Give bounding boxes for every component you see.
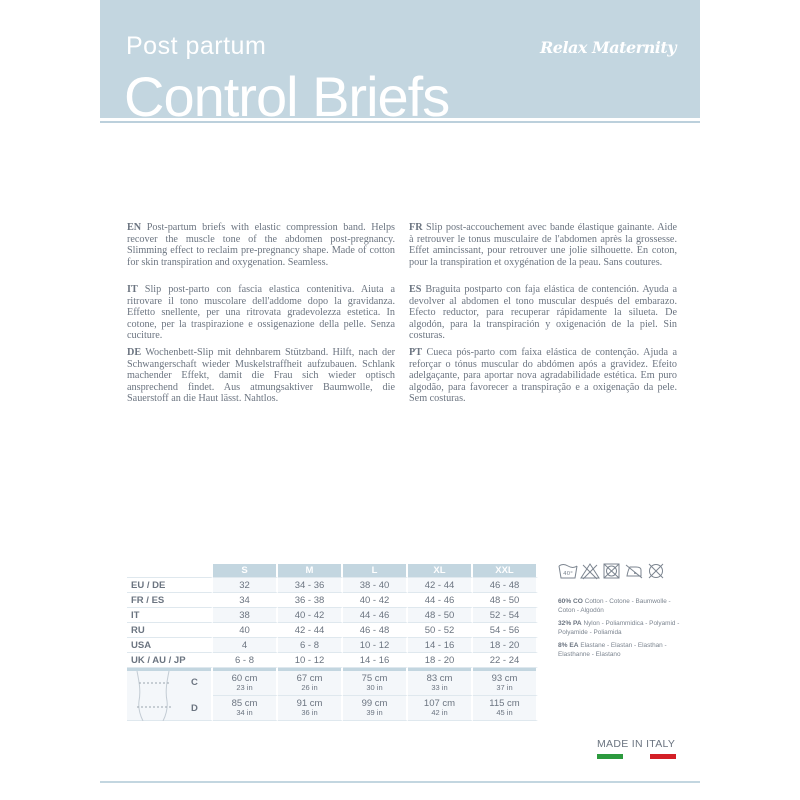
measure-cm: 75 cm (361, 673, 388, 684)
language-code: FR (409, 222, 423, 233)
table-cell: 34 - 36 (278, 578, 343, 593)
composition-pct: 32% PA (558, 620, 582, 627)
description-it (127, 284, 395, 342)
table-cell: 6 - 8 (213, 653, 278, 668)
table-cell: 14 - 16 (343, 653, 408, 668)
measure-cm: 107 cm (423, 698, 456, 709)
brand-logo: Relax Maternity (540, 38, 677, 57)
measure-cell (278, 696, 343, 721)
measure-in: 34 in (236, 708, 253, 717)
table-cell: 44 - 46 (408, 593, 473, 608)
table-cell: 40 (213, 623, 278, 638)
header-divider (100, 121, 700, 123)
row-label: FR / ES (127, 593, 213, 608)
description-de (127, 347, 395, 405)
measure-cm: 83 cm (426, 673, 453, 684)
header-blank (127, 564, 213, 578)
table-cell: 50 - 52 (408, 623, 473, 638)
measure-cell (408, 696, 473, 721)
page-title: Control Briefs (124, 65, 450, 118)
measure-in: 30 in (366, 683, 383, 692)
footer-divider (100, 781, 700, 783)
page-subtitle: Post partum (126, 32, 267, 60)
table-cell: 10 - 12 (278, 653, 343, 668)
measure-label-d: D (191, 703, 198, 714)
composition-pct: 8% EA (558, 642, 579, 649)
composition-text: Nylon - Poliammidica - Polyamid - Polyamide - Poliamida (558, 620, 680, 636)
table-cell: 48 - 50 (408, 608, 473, 623)
description-pt (409, 347, 677, 405)
description-text: Post-partum briefs with elastic compression band. Helps recover the muscle tone of the abdomen post-pregnancy. Slimming effect to reclaim pre-pregnancy shape. Made of cotton for skin transpiration and oxygenation. Seamless. (127, 222, 396, 268)
table-cell: 48 - 50 (473, 593, 538, 608)
size-header: XXL (473, 564, 538, 578)
composition-item (558, 597, 688, 615)
size-header: M (278, 564, 343, 578)
composition (558, 597, 688, 663)
table-row (127, 608, 538, 623)
table-cell: 18 - 20 (408, 653, 473, 668)
made-in-label: MADE IN ITALY (597, 738, 676, 750)
measure-cell (473, 671, 538, 696)
table-cell: 38 (213, 608, 278, 623)
flag-red-stripe (650, 754, 676, 759)
measure-cell (343, 696, 408, 721)
row-label: UK / AU / JP (127, 653, 213, 668)
description-text: Slip post-parto con fascia elastica contenitiva. Aiuta a ritrovare il tono muscolare dell'addome dopo la gravidanza. Effetto snellente, per una ritrovata gradevolezza estetica. In cotone, per la traspirazione e ossigenazione della pelle. Senza cuciture. (127, 284, 395, 342)
row-label: EU / DE (127, 578, 213, 593)
table-cell: 32 (213, 578, 278, 593)
flag-green-stripe (597, 754, 623, 759)
size-header: L (343, 564, 408, 578)
measure-in: 42 in (431, 708, 448, 717)
care-icons (558, 562, 666, 580)
measure-in: 45 in (496, 708, 513, 717)
table-cell: 44 - 46 (343, 608, 408, 623)
description-text: Cueca pós-parto com faixa elástica de contenção. Ajuda a reforçar o tónus muscular do abdómen após a gravidez. Efeito adelgaçante, para aportar nova agradabilidade estética. Em puro algodão, para favorecer a transpiração e a oxigenação da pele. Sem costuras. (409, 347, 678, 405)
body-diagram (127, 671, 213, 721)
measure-in: 33 in (431, 683, 448, 692)
measure-cm: 67 cm (296, 673, 323, 684)
measure-in: 39 in (366, 708, 383, 717)
wash-40-icon (558, 562, 578, 580)
measure-cell (343, 671, 408, 696)
table-cell: 18 - 20 (473, 638, 538, 653)
measure-cell (213, 671, 278, 696)
language-code: PT (409, 347, 423, 358)
description-en (127, 222, 395, 268)
iron-low-icon (624, 562, 644, 580)
language-code: DE (127, 347, 142, 358)
table-cell: 42 - 44 (278, 623, 343, 638)
product-sheet (100, 0, 700, 800)
size-table (127, 564, 538, 721)
table-row (127, 593, 538, 608)
measure-cell (278, 671, 343, 696)
composition-item (558, 619, 688, 637)
size-header: XL (408, 564, 473, 578)
wash-temp: 40° (563, 571, 573, 577)
measure-label-c: C (191, 677, 198, 688)
table-row (127, 623, 538, 638)
no-tumble-dry-icon (602, 562, 622, 580)
measure-cm: 93 cm (491, 673, 518, 684)
table-cell: 6 - 8 (278, 638, 343, 653)
size-header-row (127, 564, 538, 578)
row-label: IT (127, 608, 213, 623)
description-text: Braguita postparto con faja elástica de contención. Ayuda a devolver al abdomen el tono muscular después del embarazo. Efecto reductor, para recuperar rápidamente la silueta. De algodón, para la transpiración y oxigenación de la piel. Sin costuras. (409, 284, 677, 342)
table-cell: 14 - 16 (408, 638, 473, 653)
table-row (127, 653, 538, 668)
composition-pct: 60% CO (558, 598, 583, 605)
measure-in: 26 in (301, 683, 318, 692)
header-banner (100, 0, 700, 118)
table-cell: 46 - 48 (343, 623, 408, 638)
measure-in: 23 in (236, 683, 253, 692)
row-label: USA (127, 638, 213, 653)
description-text: Slip post-accouchement avec bande élastique gainante. Aide à retrouver le tonus musculaire de l'abdomen après la grossesse. Effet amincissant, pour retrouver une jolie silhouette. En coton, pour la transpiration et oxygénation de la peau. Sans coutures. (409, 222, 678, 268)
no-bleach-icon (580, 562, 600, 580)
measure-cell (473, 696, 538, 721)
measure-cm: 85 cm (231, 698, 258, 709)
language-code: IT (127, 284, 138, 295)
measure-cm: 91 cm (296, 698, 323, 709)
description-fr (409, 222, 677, 268)
measure-cell (213, 696, 278, 721)
table-cell: 22 - 24 (473, 653, 538, 668)
row-label: RU (127, 623, 213, 638)
table-cell: 54 - 56 (473, 623, 538, 638)
table-row (127, 638, 538, 653)
measure-cell (408, 671, 473, 696)
composition-item (558, 641, 688, 659)
measure-row-c (127, 671, 538, 696)
table-cell: 40 - 42 (278, 608, 343, 623)
table-cell: 42 - 44 (408, 578, 473, 593)
table-row (127, 578, 538, 593)
measure-cm: 99 cm (361, 698, 388, 709)
no-dry-clean-icon (646, 562, 666, 580)
measure-in: 36 in (301, 708, 318, 717)
table-cell: 36 - 38 (278, 593, 343, 608)
description-es (409, 284, 677, 342)
table-cell: 34 (213, 593, 278, 608)
composition-text: Cotton - Cotone - Baumwolle - Coton - Algodón (558, 598, 671, 614)
table-cell: 10 - 12 (343, 638, 408, 653)
table-cell: 40 - 42 (343, 593, 408, 608)
measure-cm: 60 cm (231, 673, 258, 684)
table-cell: 46 - 48 (473, 578, 538, 593)
description-text: Wochenbett-Slip mit dehnbarem Stützband. Hilft, nach der Schwangerschaft wieder Muskelstraffheit aufzubauen. Schlank machender Effekt, damit die Frau sich wieder optisch ansprechend findet. Aus atmungsaktiver Baumwolle, die Sauerstoff an die Haut lässt. Nahtlos. (127, 347, 395, 405)
table-cell: 52 - 54 (473, 608, 538, 623)
composition-text: Elastane - Elastan - Elasthan - Elasthanne - Elastano (558, 642, 667, 658)
language-code: EN (127, 222, 142, 233)
table-cell: 4 (213, 638, 278, 653)
measure-cm: 115 cm (489, 698, 520, 709)
table-cell: 38 - 40 (343, 578, 408, 593)
language-code: ES (409, 284, 422, 295)
size-header: S (213, 564, 278, 578)
measure-in: 37 in (496, 683, 513, 692)
